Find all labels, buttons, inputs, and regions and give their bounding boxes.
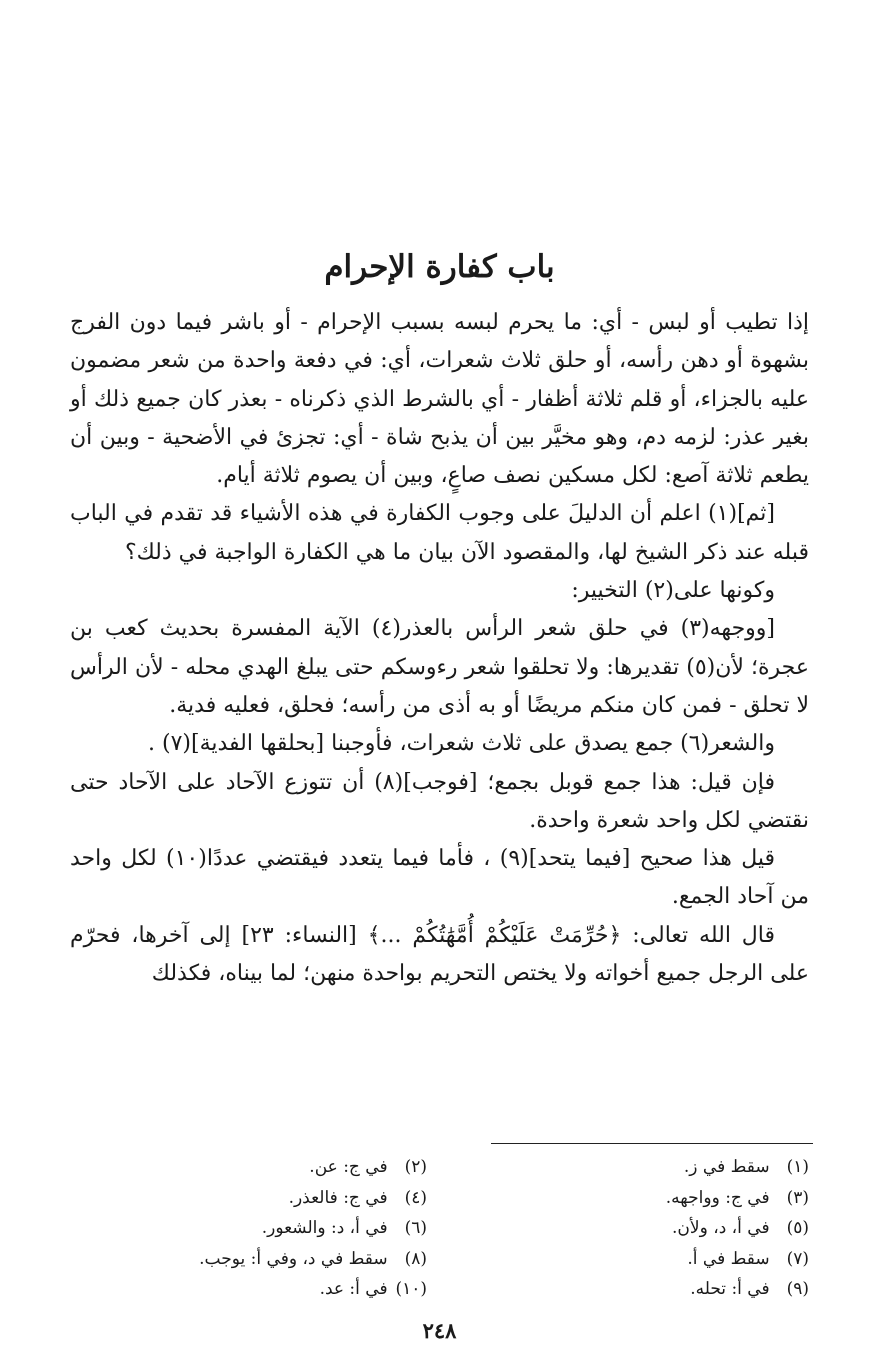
footnote-number: (٨): [404, 1248, 427, 1269]
paragraph: فإن قيل: هذا جمع قوبل بجمع؛ [فوجب](٨) أن تتوزع الآحاد على الآحاد حتى نقتضي لكل واحد شعرة واحدة.: [70, 769, 809, 833]
footnote-number: (٤): [404, 1187, 427, 1208]
footnote-number: (٩): [786, 1279, 809, 1299]
footnote: [451, 1274, 809, 1305]
footnote-number: (١٠): [395, 1279, 427, 1299]
paragraph: [ثم](١) اعلم أن الدليلَ على وجوب الكفارة في هذه الأشياء قد تقدم في الباب قبله عند ذكر الشيخ لها، والمقصود الآن بيان ما هي الكفارة الواجبة في ذلك؟: [70, 501, 809, 565]
paragraph: قيل هذا صحيح [فيما يتحد](٩) ، فأما فيما يتعدد فيقتضي عددًا(١٠) لكل واحد من آحاد الجمع.: [70, 846, 809, 910]
footnote-text: في أ، د، ولأن.: [672, 1218, 770, 1238]
footnote-number: (٧): [786, 1248, 809, 1269]
footnote-text: في أ، د: والشعور.: [261, 1218, 388, 1238]
footnote: [69, 1244, 427, 1275]
footnote: [69, 1274, 427, 1305]
footnotes: [69, 1152, 809, 1305]
footnote: [69, 1183, 427, 1214]
footnote: [451, 1152, 809, 1183]
footnote-text: في ج: فالعذر.: [288, 1187, 388, 1208]
footnote-text: في ج: وواجهه.: [665, 1187, 770, 1208]
footnote: [451, 1183, 809, 1214]
paragraph: إذا تطيب أو لبس - أي: ما يحرم لبسه بسبب الإحرام - أو باشر فيما دون الفرج بشهوة أو دهن رأسه، أو حلق ثلاث شعرات، أي: في دفعة واحدة من شعر مضمون عليه بالجزاء، أو قلم ثلاثة أظفار - أي بالشرط الذي ذكرناه - بعذر كان جميع ذلك أو بغير عذر: لزمه دم، وهو مخيَّر بين أن يذبح شاة - أي: تجزئ في الأضحية - وبين أن يطعم ثلاثة آصع: لكل مسكين نصف صاعٍ، وبين أن يصوم ثلاثة أيام.: [70, 310, 810, 489]
footnote-number: (١): [786, 1157, 809, 1177]
footnote-separator: [491, 1143, 813, 1144]
paragraph: [ووجهه(٣) في حلق شعر الرأس بالعذر(٤) الآية المفسرة بحديث كعب بن عجرة؛ لأن(٥) تقديرها: ولا تحلقوا شعر رءوسكم حتى يبلغ الهدي محله - لأن الرأس لا تحلق - فمن كان منكم مريضًا أو به أذى من رأسه؛ فحلق، فعليه فدية.: [70, 616, 810, 718]
footnote: [69, 1213, 427, 1244]
page-number: ٢٤٨: [422, 1318, 457, 1343]
footnote: [451, 1213, 809, 1244]
footnote-number: (٣): [786, 1187, 809, 1208]
footnote-text: سقط في أ.: [687, 1248, 770, 1269]
footnote: [69, 1152, 427, 1183]
footnote-number: (٥): [786, 1218, 809, 1238]
footnote-text: سقط في ز.: [683, 1157, 770, 1177]
footnote-text: سقط في د، وفي أ: يوجب.: [199, 1248, 388, 1269]
footnote-text: في ج: عن.: [309, 1157, 388, 1177]
footnote-number: (٢): [404, 1157, 427, 1177]
paragraph: والشعر(٦) جمع يصدق على ثلاث شعرات، فأوجبنا [بحلقها الفدية](٧) .: [148, 731, 775, 757]
paragraph: قال الله تعالى: ﴿حُرِّمَتْ عَلَيْكُمْ أُمَّهَٰتُكُمْ ...﴾ [النساء: ٢٣] إلى آخرها، فحرّم على الرجل جميع أخواته ولا يختص التحريم بواحدة منهن؛ لما بيناه، فكذلك: [70, 922, 809, 987]
footnote-text: في أ: تحله.: [690, 1279, 770, 1299]
footnote-text: في أ: عد.: [319, 1279, 388, 1299]
paragraph: وكونها على(٢) التخيير:: [571, 578, 775, 604]
footnote: [451, 1244, 809, 1275]
main-text: [70, 304, 809, 993]
footnote-number: (٦): [404, 1218, 427, 1238]
chapter-title: باب كفارة الإحرام: [324, 248, 555, 285]
